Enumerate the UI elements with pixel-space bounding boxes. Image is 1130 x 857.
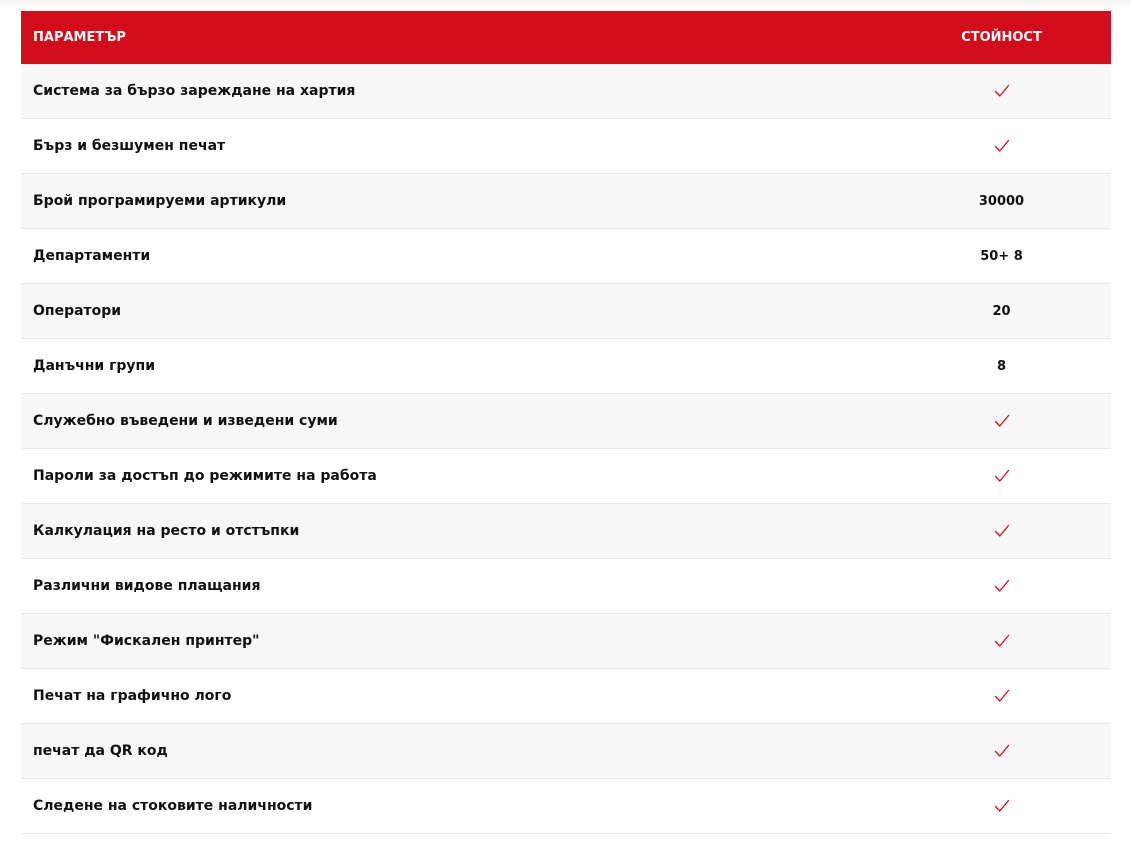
check-icon	[994, 139, 1010, 153]
check-icon	[994, 524, 1010, 538]
value-cell	[892, 449, 1111, 504]
parameter-cell: Департаменти	[21, 229, 892, 284]
value-cell	[892, 119, 1111, 174]
parameter-cell: Оператори	[21, 284, 892, 339]
table-header	[21, 11, 1111, 64]
parameter-cell: Калкулация на ресто и отстъпки	[21, 504, 892, 559]
parameter-cell: Бърз и безшумен печат	[21, 119, 892, 174]
value-cell	[892, 394, 1111, 449]
parameter-cell: Брой програмируеми артикули	[21, 174, 892, 229]
table-row	[21, 614, 1111, 669]
value-cell	[892, 284, 1111, 339]
table-body	[21, 64, 1111, 834]
value-cell	[892, 724, 1111, 779]
value-cell	[892, 504, 1111, 559]
table-row	[21, 119, 1111, 174]
table-row	[21, 229, 1111, 284]
parameter-cell: печат да QR код	[21, 724, 892, 779]
parameter-cell: Система за бързо зареждане на хартия	[21, 64, 892, 119]
check-icon	[994, 634, 1010, 648]
header-value: СТОЙНОСТ	[892, 11, 1111, 64]
value-text: 8	[996, 358, 1007, 374]
table-row	[21, 669, 1111, 724]
table-row	[21, 724, 1111, 779]
value-cell	[892, 779, 1111, 834]
check-icon	[994, 744, 1010, 758]
check-icon	[994, 689, 1010, 703]
header-row	[21, 11, 1111, 64]
table-row	[21, 64, 1111, 119]
table-row	[21, 504, 1111, 559]
parameter-cell: Различни видове плащания	[21, 559, 892, 614]
parameter-cell: Служебно въведени и изведени суми	[21, 394, 892, 449]
table-row	[21, 779, 1111, 834]
table-row	[21, 284, 1111, 339]
table-row	[21, 339, 1111, 394]
check-icon	[994, 469, 1010, 483]
parameter-cell: Режим "Фискален принтер"	[21, 614, 892, 669]
table-row	[21, 559, 1111, 614]
value-cell	[892, 229, 1111, 284]
check-icon	[994, 579, 1010, 593]
table-row	[21, 449, 1111, 504]
parameter-cell: Данъчни групи	[21, 339, 892, 394]
table-row	[21, 394, 1111, 449]
check-icon	[994, 84, 1010, 98]
specifications-table	[21, 11, 1111, 834]
value-cell	[892, 64, 1111, 119]
value-cell	[892, 339, 1111, 394]
top-shadow	[0, 0, 1130, 8]
header-parameter: ПАРАМЕТЪР	[21, 11, 892, 64]
value-cell	[892, 669, 1111, 724]
parameter-cell: Пароли за достъп до режимите на работа	[21, 449, 892, 504]
value-text: 50+ 8	[980, 248, 1023, 264]
parameter-cell: Печат на графично лого	[21, 669, 892, 724]
check-icon	[994, 414, 1010, 428]
value-cell	[892, 614, 1111, 669]
value-text: 30000	[978, 193, 1025, 209]
table-row	[21, 174, 1111, 229]
value-text: 20	[992, 303, 1011, 319]
value-cell	[892, 174, 1111, 229]
check-icon	[994, 799, 1010, 813]
parameter-cell: Следене на стоковите наличности	[21, 779, 892, 834]
value-cell	[892, 559, 1111, 614]
